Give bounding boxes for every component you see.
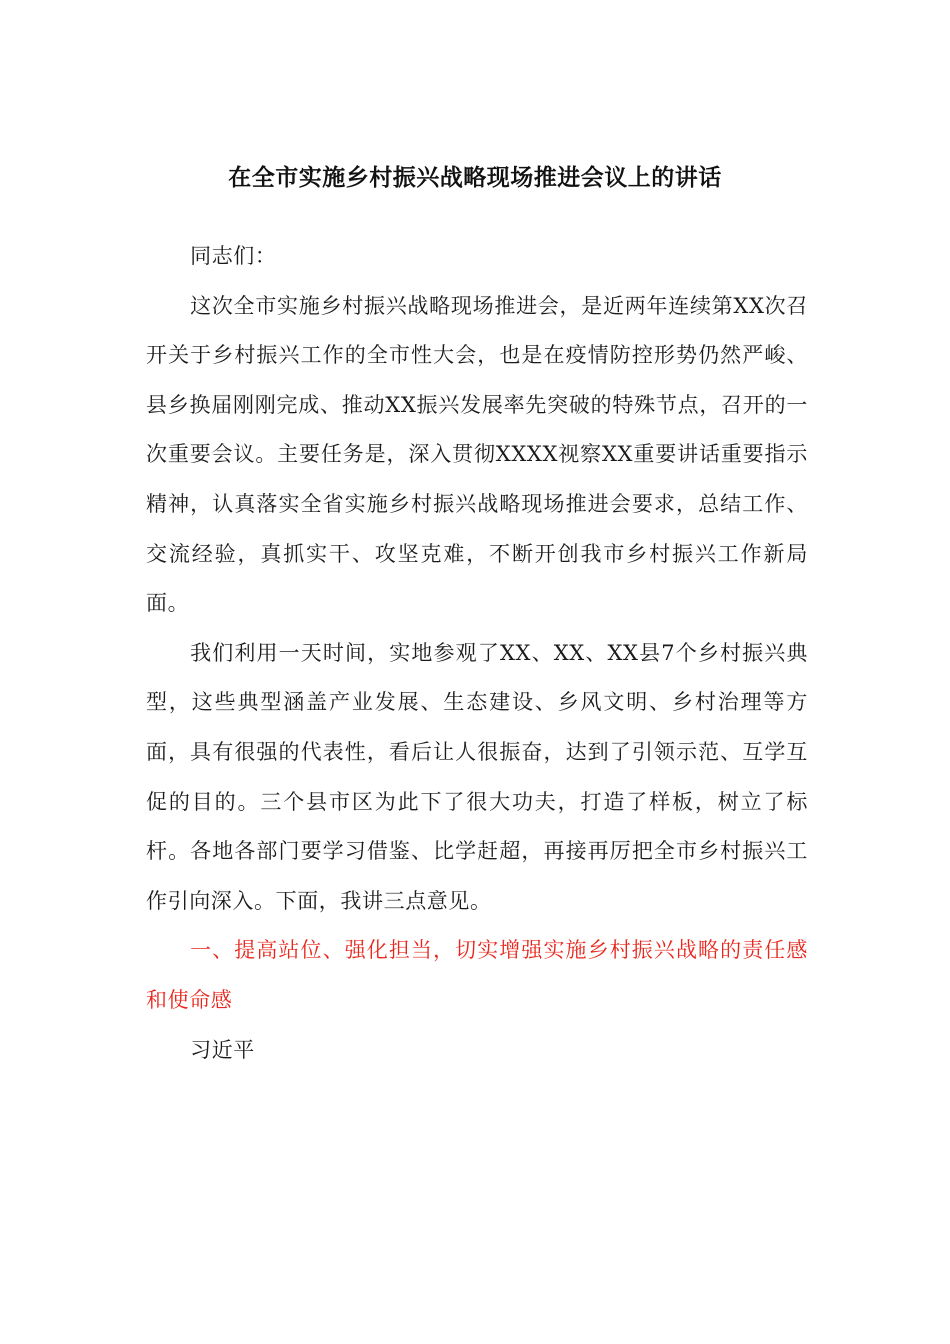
salutation: 同志们：	[190, 244, 277, 268]
section-heading-1: 一、提高站位、强化担当，切实增强实施乡村振兴战略的责任感和使命感	[146, 938, 808, 1012]
quote-source: 习近平	[190, 1037, 255, 1062]
document-title: 在全市实施乡村振兴战略现场推进会议上的讲话	[228, 165, 722, 191]
paragraph-2: 我们利用一天时间，实地参观了XX、XX、XX县7个乡村振兴典型，这些典型涵盖产业发展、生态建设、乡风文明、乡村治理等方面，具有很强的代表性，看后让人很振奋，达到了引领示范、互学互促的目的。三个县市区为此下了很大功夫，打造了样板，树立了标杆。各地各部门要学习借鉴、比学赶超，再接再厉把全市乡村振兴工作引向深入。下面，我讲三点意见。	[146, 640, 808, 913]
paragraph-1: 这次全市实施乡村振兴战略现场推进会，是近两年连续第XX次召开关于乡村振兴工作的全市性大会，也是在疫情防控形势仍然严峻、县乡换届刚刚完成、推动XX振兴发展率先突破的特殊节点，召开的一次重要会议。主要任务是，深入贯彻XXXX视察XX重要讲话重要指示精神，认真落实全省实施乡村振兴战略现场推进会要求，总结工作、交流经验，真抓实干、攻坚克难，不断开创我市乡村振兴工作新局面。	[146, 293, 808, 616]
document-body	[146, 232, 808, 1075]
